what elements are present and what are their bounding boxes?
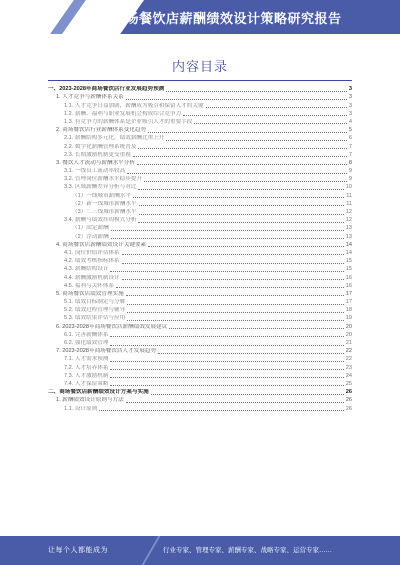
toc-entry-text: （1）一线城市薪酬水平 xyxy=(72,192,132,199)
toc-leader-dots xyxy=(138,222,343,223)
toc-entry-text: 1.1. 设计原则 xyxy=(64,405,98,412)
toc-entry-text: 4.4. 薪酬激励机制设计 xyxy=(64,274,120,281)
toc-entry[interactable] xyxy=(48,347,352,355)
header-bar xyxy=(0,0,400,34)
toc-entry[interactable] xyxy=(48,183,352,191)
toc-leader-dots xyxy=(133,197,344,198)
toc-entry[interactable] xyxy=(48,134,352,142)
toc-entry-text: 4.2. 绩效考核指标体系 xyxy=(64,258,120,265)
toc-leader-dots xyxy=(138,148,346,149)
toc-entry-page: 7 xyxy=(348,143,352,150)
toc-entry[interactable] xyxy=(48,191,352,199)
toc-entry-page: 7 xyxy=(348,151,352,158)
toc-entry-page: 12 xyxy=(345,217,352,224)
toc-leader-dots xyxy=(127,320,344,321)
toc-entry-page: 9 xyxy=(348,168,352,175)
toc-entry-page: 19 xyxy=(345,315,352,322)
toc-entry-page: 11 xyxy=(346,200,352,207)
toc-entry-text: 6. 2023-2028年商场餐饮店薪酬绩效发展建议 xyxy=(56,323,168,330)
toc-entry[interactable] xyxy=(48,265,352,273)
toc-entry[interactable] xyxy=(48,322,352,330)
toc-leader-dots xyxy=(138,189,343,190)
toc-leader-dots xyxy=(139,214,344,215)
toc-leader-dots xyxy=(166,140,346,141)
toc-entry-text: 7.3. 人才激励机制 xyxy=(64,372,109,379)
toc-entry-page: 22 xyxy=(345,356,352,363)
toc-entry[interactable] xyxy=(48,85,352,93)
toc-entry[interactable] xyxy=(48,404,352,412)
toc-entry-page: 23 xyxy=(345,364,352,371)
toc-entry[interactable] xyxy=(48,232,352,240)
toc-leader-dots xyxy=(110,369,343,370)
toc-entry[interactable] xyxy=(48,396,352,404)
toc-leader-dots xyxy=(116,287,344,288)
toc-entry[interactable] xyxy=(48,200,352,208)
toc-entry-text: 2.1. 薪酬结构多元化，绩效薪酬比重上升 xyxy=(64,135,165,142)
toc-entry-text: 2. 商场餐饮店行业薪酬体系变化趋势 xyxy=(56,127,147,134)
footer-bar xyxy=(0,536,400,565)
toc-entry-page: 8 xyxy=(348,159,352,166)
toc-entry-text: （2）新一线城市薪酬水平 xyxy=(72,200,137,207)
toc-entry-text: 3.3. 区域薪酬差异分析与对比 xyxy=(64,184,137,191)
toc-entry-page: 20 xyxy=(345,331,352,338)
toc-heading: 内容目录 xyxy=(171,59,228,74)
toc-entry-text: （2）浮动薪酬 xyxy=(72,233,109,240)
toc-entry[interactable] xyxy=(48,142,352,150)
toc-entry-text: 1.1. 人才竞争日益加剧，薪酬成为吸引和保留人才的关键 xyxy=(64,102,204,109)
toc-leader-dots xyxy=(183,115,347,116)
toc-entry[interactable] xyxy=(48,314,352,322)
toc-entry-page: 11 xyxy=(346,192,352,199)
toc-entry-text: 2.3. 长期激励机制更受重视 xyxy=(64,151,131,158)
toc-entry-text: 1.3. 有竞争力的薪酬体系是企业吸引人才的重要手段 xyxy=(64,118,193,125)
toc-entry-page: 4 xyxy=(348,118,352,125)
toc-entry-page: 6 xyxy=(348,135,352,142)
toc-entry[interactable] xyxy=(48,257,352,265)
toc-entry-text: 7. 2023-2028年商场餐饮店人才发展趋势 xyxy=(56,348,157,355)
toc-entry-page: 26 xyxy=(345,405,352,412)
toc-entry-text: 6.1. 完善薪酬体系 xyxy=(64,331,109,338)
toc-entry-text: （3）二三线城市薪酬水平 xyxy=(72,209,137,215)
toc-entry[interactable] xyxy=(48,224,352,232)
toc-entry-text: 3.2. 管理岗位薪酬水平稳步提升 xyxy=(64,176,143,183)
toc-entry-text: 7.1. 人才需求预测 xyxy=(64,356,109,363)
toc-entry[interactable] xyxy=(48,241,352,249)
toc-entry[interactable] xyxy=(48,380,352,388)
toc-leader-dots xyxy=(206,107,347,108)
toc-leader-dots xyxy=(148,132,347,133)
toc-entry-page: 9 xyxy=(348,176,352,183)
toc-entry[interactable] xyxy=(48,159,352,167)
toc-entry[interactable] xyxy=(48,208,352,216)
toc-entry-text: 5.2. 绩效过程管理与辅导 xyxy=(64,307,126,314)
toc-leader-dots xyxy=(110,385,343,386)
toc-divider xyxy=(48,80,352,81)
toc-leader-dots xyxy=(137,164,347,165)
toc-entry-page: 22 xyxy=(345,348,352,355)
toc-entry-text: 5.1. 绩效目标制定与分解 xyxy=(64,299,126,306)
toc-entry[interactable] xyxy=(48,110,352,118)
toc-entry-text: 7.4. 人才保留策略 xyxy=(64,380,109,387)
toc-leader-dots xyxy=(110,377,343,378)
toc-entry-page: 26 xyxy=(345,389,352,396)
toc-entry-page: 18 xyxy=(345,307,352,314)
toc-entry-text: 1.2. 薪酬、福利与职业发展机会构成综合竞争力 xyxy=(64,110,182,117)
toc-entry-text: （1）固定薪酬 xyxy=(72,225,109,232)
toc-entry-page: 3 xyxy=(348,102,352,109)
toc-leader-dots xyxy=(111,230,344,231)
toc-leader-dots xyxy=(127,312,344,313)
toc-entry-page: 5 xyxy=(348,127,352,134)
toc-entry[interactable] xyxy=(48,151,352,159)
report-title: 商场餐饮店薪酬绩效设计策略研究报告 xyxy=(112,11,342,26)
toc-entry[interactable] xyxy=(48,331,352,339)
toc-entry[interactable] xyxy=(48,273,352,281)
toc-leader-dots xyxy=(110,361,343,362)
footer-divider xyxy=(142,536,161,565)
toc-entry[interactable] xyxy=(48,372,352,380)
toc-leader-dots xyxy=(99,410,344,411)
toc-entry-text: 1. 人才竞争与薪酬体系关系 xyxy=(56,94,124,101)
toc-leader-dots xyxy=(151,394,344,395)
toc-entry[interactable] xyxy=(48,363,352,371)
toc-entry-text: 3. 餐饮人才流动与薪酬水平分析 xyxy=(56,159,135,166)
toc-leader-dots xyxy=(111,238,344,239)
toc-entry-text: 5. 商场餐饮店绩效管理实施 xyxy=(56,290,124,297)
toc-entry-page: 3 xyxy=(348,110,352,117)
toc-entry-text: 4. 商场餐饮店薪酬绩效设计关键要素 xyxy=(56,241,147,248)
footer-slogan: 让每个人都能成为 xyxy=(48,547,108,554)
toc-entry-text: 4.1. 岗位价值评估体系 xyxy=(64,249,120,256)
toc-entry-page: 20 xyxy=(345,323,352,330)
toc-leader-dots xyxy=(148,246,344,247)
toc-entry-page: 15 xyxy=(345,258,352,265)
toc-entry-page: 12 xyxy=(345,209,352,215)
toc-leader-dots xyxy=(127,173,347,174)
toc-entry[interactable] xyxy=(48,101,352,109)
toc-entry[interactable] xyxy=(48,306,352,314)
toc-list xyxy=(48,85,352,413)
toc-entry[interactable] xyxy=(48,298,352,306)
toc-entry-text: 7.2. 人才培养体系 xyxy=(64,364,109,371)
toc-leader-dots xyxy=(166,91,347,92)
toc-entry-page: 17 xyxy=(345,290,352,297)
toc-entry[interactable] xyxy=(48,339,352,347)
toc-entry-page: 25 xyxy=(345,380,352,387)
toc-entry-text: 4.3. 薪酬结构设计 xyxy=(64,266,109,273)
toc-entry[interactable] xyxy=(48,126,352,134)
toc-entry-page: 16 xyxy=(345,274,352,281)
toc-leader-dots xyxy=(127,304,344,305)
toc-leader-dots xyxy=(126,99,347,100)
toc-leader-dots xyxy=(144,181,347,182)
toc-entry[interactable] xyxy=(48,216,352,224)
toc-leader-dots xyxy=(194,123,347,124)
toc-entry[interactable] xyxy=(48,282,352,290)
toc-entry-page: 3 xyxy=(348,86,352,93)
toc-entry-text: 5.3. 绩效结果评估与应用 xyxy=(64,315,126,322)
toc-entry-page: 14 xyxy=(345,249,352,256)
toc-entry-text: 3.1. 一线员工流动率较高 xyxy=(64,168,126,175)
toc-entry-text: 4.5. 福利与关怀体系 xyxy=(64,282,115,289)
toc-leader-dots xyxy=(122,254,344,255)
toc-leader-dots xyxy=(126,295,344,296)
footer-experts: 行业专家、管理专家、薪酬专家、战略专家、运营专家…… xyxy=(163,547,332,554)
toc-entry-page: 3 xyxy=(348,94,352,101)
toc-entry[interactable] xyxy=(48,93,352,101)
toc-entry[interactable] xyxy=(48,355,352,363)
toc-entry-text: 3.4. 薪酬与绩效挂钩模式分析 xyxy=(64,217,137,224)
toc-leader-dots xyxy=(169,328,343,329)
toc-entry-page: 26 xyxy=(345,397,352,404)
toc-entry-page: 21 xyxy=(345,340,352,346)
toc-entry-text: 2.2. 数字化薪酬管理系统普及 xyxy=(64,143,137,150)
toc-entry-text: 二、商场餐饮店薪酬绩效设计方案与实施 xyxy=(48,389,149,396)
toc-entry-page: 24 xyxy=(345,372,352,379)
toc-entry-page: 13 xyxy=(345,233,352,240)
toc-entry[interactable] xyxy=(48,249,352,257)
toc-entry-page: 15 xyxy=(345,266,352,273)
toc-leader-dots xyxy=(110,345,343,346)
toc-leader-dots xyxy=(126,402,344,403)
toc-entry-text: 一、2023-2028年商场餐饮店行业发展趋势预测 xyxy=(48,86,165,93)
toc-leader-dots xyxy=(133,156,347,157)
toc-leader-dots xyxy=(158,353,344,354)
toc-entry-page: 14 xyxy=(345,241,352,248)
toc-entry[interactable] xyxy=(48,118,352,126)
toc-entry-text: 6.2. 强化绩效管理 xyxy=(64,340,109,346)
toc-entry[interactable] xyxy=(48,167,352,175)
toc-entry-page: 13 xyxy=(345,225,352,232)
toc-leader-dots xyxy=(110,271,343,272)
toc-entry-page: 16 xyxy=(345,282,352,289)
toc-leader-dots xyxy=(139,205,345,206)
toc-entry[interactable] xyxy=(48,175,352,183)
toc-leader-dots xyxy=(122,279,344,280)
toc-entry-page: 10 xyxy=(345,184,352,191)
toc-leader-dots xyxy=(122,263,344,264)
toc-leader-dots xyxy=(110,336,343,337)
toc-entry-page: 17 xyxy=(345,299,352,306)
toc-entry[interactable] xyxy=(48,290,352,298)
toc-entry-text: 1. 薪酬绩效设计原则与方法 xyxy=(56,397,124,404)
toc-entry[interactable] xyxy=(48,388,352,396)
